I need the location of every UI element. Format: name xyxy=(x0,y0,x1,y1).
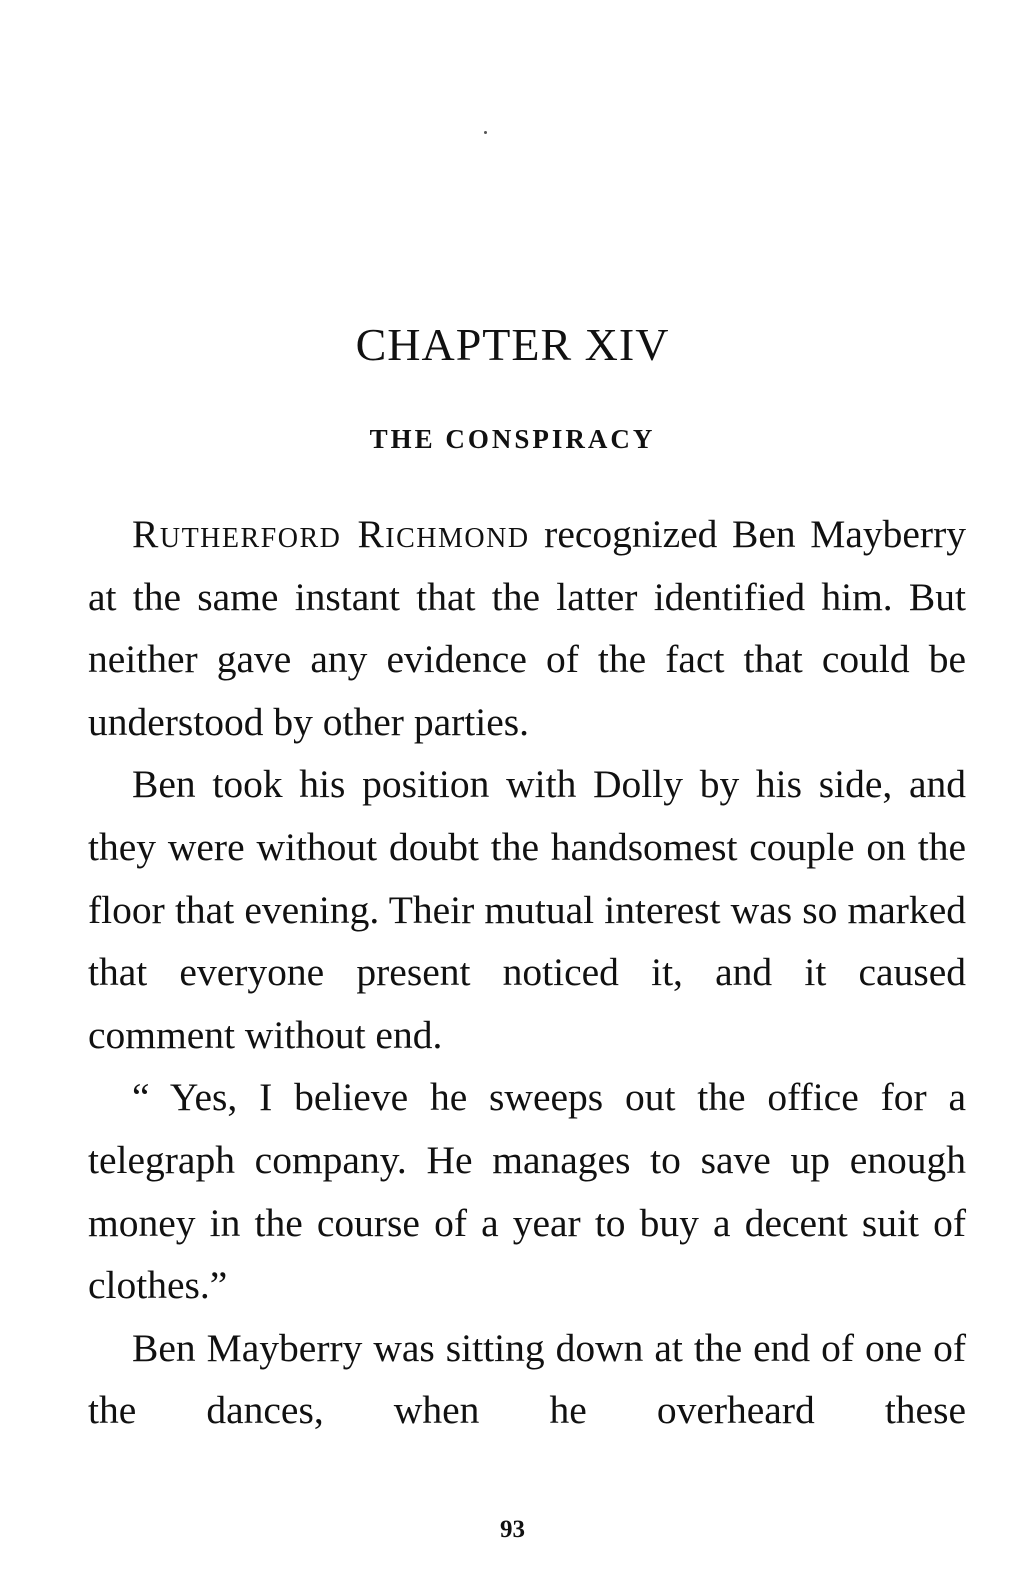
paragraph-text: “ Yes, I believe he sweeps out the office for a telegraph company. He manages to save up enough money in the course of a year to buy a decent suit of clothes.” xyxy=(88,1075,966,1308)
print-speck xyxy=(484,131,487,134)
paragraph xyxy=(88,1317,966,1442)
paragraph-text: recognized Ben Mayberry at the same instant that the latter identified him. But neither gave any evidence of the fact that could be understood by other parties. xyxy=(88,512,966,744)
chapter-title: CHAPTER XIV xyxy=(355,319,670,370)
paragraph-lead-small-caps: Rutherford Richmond xyxy=(132,512,530,556)
chapter-body xyxy=(88,503,966,1442)
paragraph xyxy=(88,1066,966,1316)
page-number: 93 xyxy=(500,1516,525,1543)
chapter-subtitle: THE CONSPIRACY xyxy=(369,424,656,454)
paragraph-text: Ben took his position with Dolly by his side, and they were without doubt the handsomest couple on the floor that evening. Their mutual interest was so marked that everyone present noticed it, and it caused comment without end. xyxy=(88,762,966,1057)
paragraph xyxy=(88,753,966,1066)
paragraph xyxy=(88,503,966,753)
paragraph-text: Ben Mayberry was sitting down at the end of one of the dances, when he overheard these xyxy=(88,1325,966,1433)
